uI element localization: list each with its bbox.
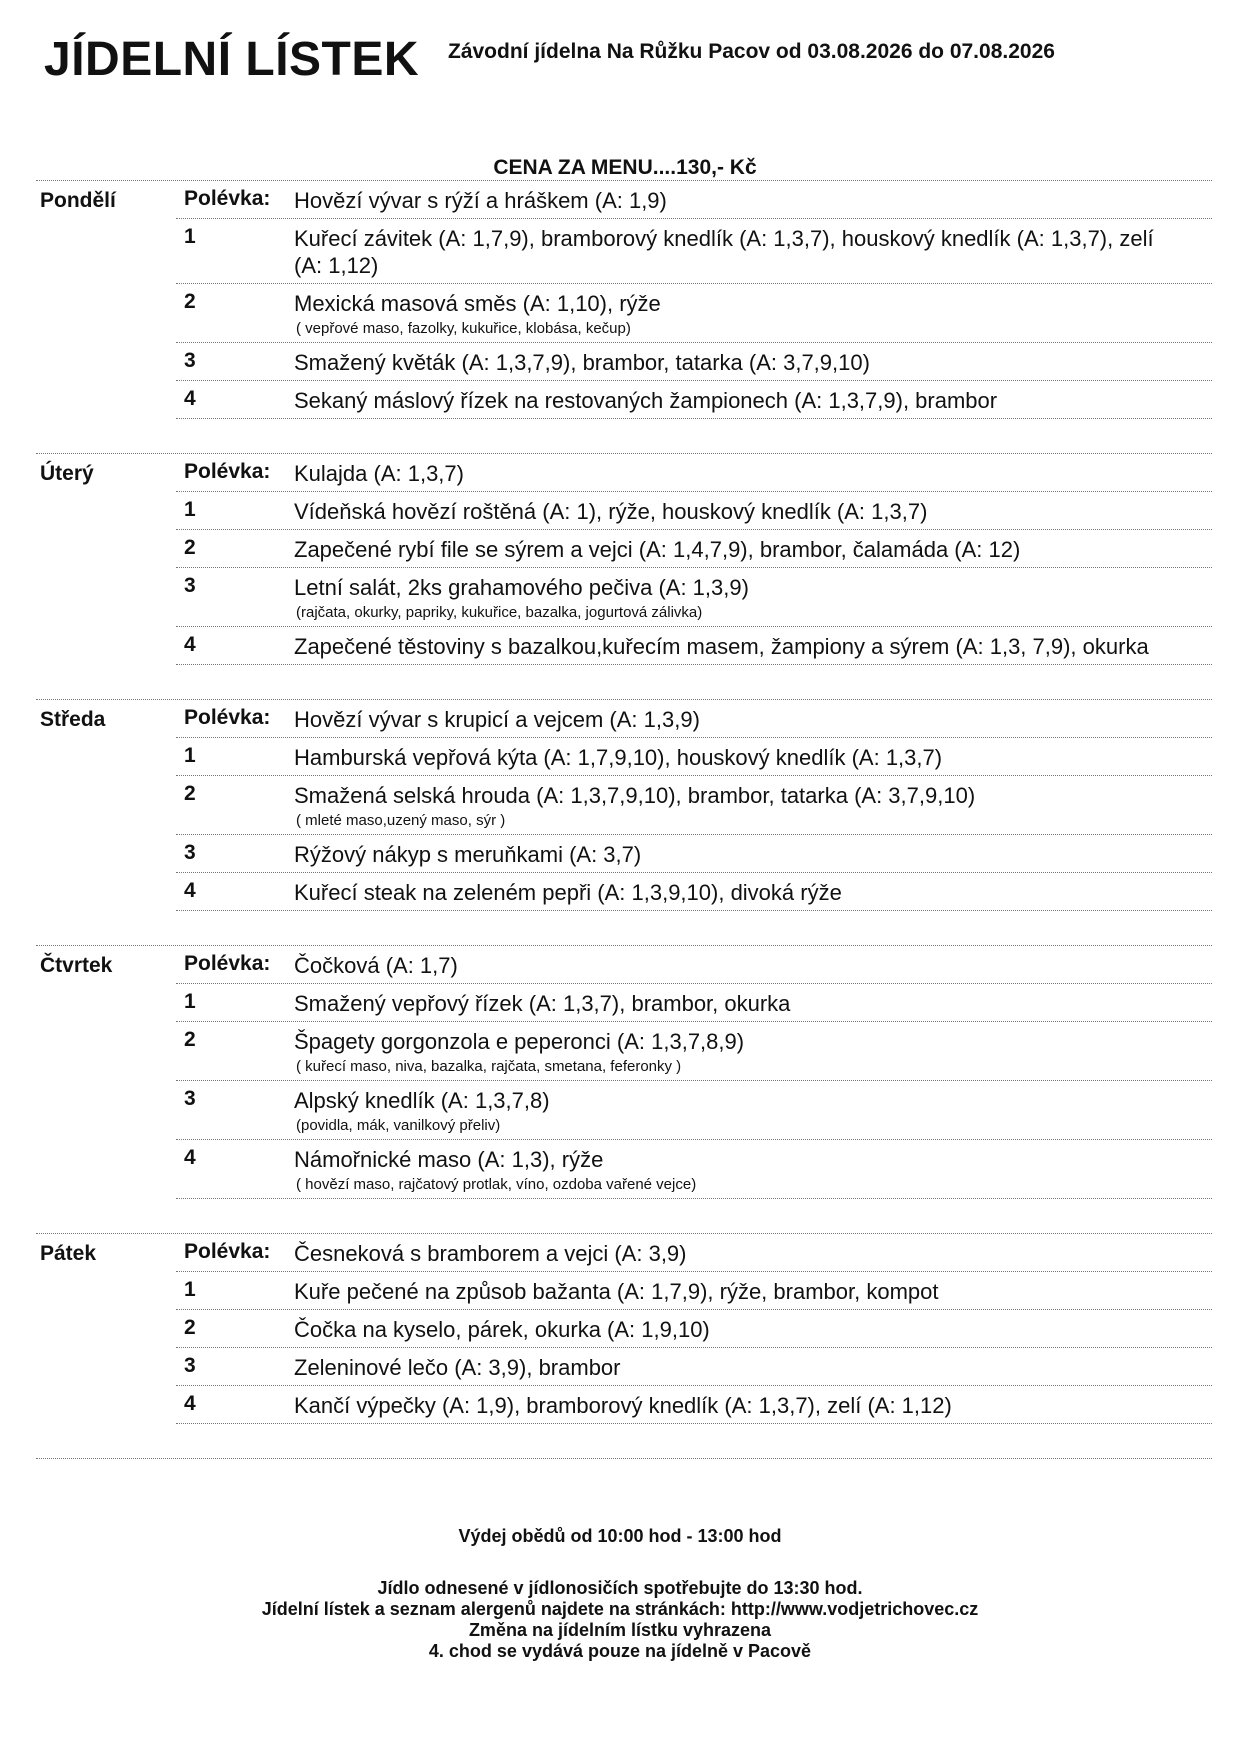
menu-item-content [294,706,1212,733]
dish-text: Sekaný máslový řízek na restovaných žampionech (A: 1,3,7,9), brambor [294,388,998,413]
menu-item-row [176,1348,1212,1386]
menu-item-label: 1 [184,990,196,1013]
menu-item-content [294,744,1212,771]
day-section [36,1234,1212,1424]
day-section [36,454,1212,665]
dish-text: Česneková s bramborem a vejci (A: 3,9) [294,1241,687,1266]
menu-item-content [294,990,1212,1017]
menu-item-label: 2 [184,782,196,805]
menu-item-row [176,1081,1212,1140]
page-title: JÍDELNÍ LÍSTEK [44,33,420,86]
day-section [36,181,1212,419]
menu-item-label: 2 [184,290,196,313]
dish-text: Námořnické maso (A: 1,3), rýže [294,1147,604,1172]
menu-item-content [294,574,1212,622]
dish-text: Kuřecí závitek (A: 1,7,9), bramborový knedlík (A: 1,3,7), houskový knedlík (A: 1,3,7), zelí (A: 1,12) [294,226,1154,278]
dish-text: Zapečené těstoviny s bazalkou,kuřecím masem, žampiony a sýrem (A: 1,3, 7,9), okurka [294,634,1149,659]
menu-item-label: 3 [184,841,196,864]
menu-item-label: 3 [184,1354,196,1377]
footer-line: 4. chod se vydává pouze na jídelně v Pacově [428,1641,812,1661]
menu-item-content [294,841,1212,868]
dish-text: Kuře pečené na způsob bažanta (A: 1,7,9), rýže, brambor, kompot [294,1279,939,1304]
dish-text: Smažený vepřový řízek (A: 1,3,7), brambor, okurka [294,991,791,1016]
menu-item-row [176,1386,1212,1424]
menu-item-content [294,1354,1212,1381]
dish-text: Kulajda (A: 1,3,7) [294,461,464,486]
menu-item-row [176,835,1212,873]
menu-item-content [294,1028,1212,1076]
dish-text: Kančí výpečky (A: 1,9), bramborový knedlík (A: 1,3,7), zelí (A: 1,12) [294,1393,952,1418]
menu-item-label: 2 [184,536,196,559]
menu-days [36,181,1212,1459]
menu-item-row [176,946,1212,984]
menu-item-label: Polévka: [184,460,271,483]
menu-item-content [294,952,1212,979]
menu-item-label: 3 [184,1087,196,1110]
menu-items [176,946,1212,1199]
menu-item-label: 4 [184,633,196,656]
menu-item-label: 1 [184,498,196,521]
menu-item-row [176,568,1212,627]
menu-item-label: Polévka: [184,952,271,975]
dish-text: Smažený květák (A: 1,3,7,9), brambor, tatarka (A: 3,7,9,10) [294,350,870,375]
menu-item-row [176,1272,1212,1310]
menu-item-content [294,1316,1212,1343]
dish-text: Alpský knedlík (A: 1,3,7,8) [294,1088,550,1113]
dish-text: Čočka na kyselo, párek, okurka (A: 1,9,10) [294,1317,710,1342]
dish-note: ( kuřecí maso, niva, bazalka, rajčata, smetana, feferonky ) [296,1058,682,1075]
menu-items [176,1234,1212,1424]
menu-item-label: 3 [184,574,196,597]
menu-item-label: 4 [184,879,196,902]
dish-text: Vídeňská hovězí roštěná (A: 1), rýže, houskový knedlík (A: 1,3,7) [294,499,928,524]
menu-item-label: Polévka: [184,187,271,210]
menu-item-row [176,984,1212,1022]
menu-item-content [294,498,1212,525]
menu-item-label: 4 [184,1146,196,1169]
menu-item-label: 1 [184,1278,196,1301]
menu-item-row [176,381,1212,419]
menu-item-row [176,873,1212,911]
dish-note: ( vepřové maso, fazolky, kukuřice, klobása, kečup) [296,320,631,337]
menu-item-content [294,387,1212,414]
dish-text: Špagety gorgonzola e peperonci (A: 1,3,7,8,9) [294,1029,745,1054]
menu-item-content [294,1087,1212,1135]
dish-text: Mexická masová směs (A: 1,10), rýže [294,291,661,316]
menu-item-label: 1 [184,225,196,248]
menu-item-label: 2 [184,1316,196,1339]
menu-item-row [176,454,1212,492]
menu-item-row [176,219,1212,284]
menu-item-row [176,1234,1212,1272]
menu-item-row [176,1140,1212,1199]
menu-item-label: 4 [184,1392,196,1415]
menu-item-row [176,284,1212,343]
menu-item-row [176,738,1212,776]
menu-item-row [176,776,1212,835]
dish-text: Rýžový nákyp s meruňkami (A: 3,7) [294,842,642,867]
dish-text: Zapečené rybí file se sýrem a vejci (A: 1,4,7,9), brambor, čalamáda (A: 12) [294,537,1021,562]
menu-item-label: 2 [184,1028,196,1051]
menu-item-row [176,1310,1212,1348]
menu-item-content [294,1392,1212,1419]
menu-item-row [176,627,1212,665]
menu-item-row [176,1022,1212,1081]
dish-text: Zeleninové lečo (A: 3,9), brambor [294,1355,621,1380]
menu-item-content [294,1278,1212,1305]
menu-items [176,700,1212,911]
menu-item-row [176,492,1212,530]
serving-hours: Výdej obědů od 10:00 hod - 13:00 hod [458,1526,782,1546]
footer-notes [0,1578,1240,1662]
divider [36,1458,1212,1459]
day-section [36,946,1212,1199]
dish-note: ( mleté maso,uzený maso, sýr ) [296,812,506,829]
dish-text: Hamburská vepřová kýta (A: 1,7,9,10), houskový knedlík (A: 1,3,7) [294,745,943,770]
menu-item-row [176,343,1212,381]
dish-note: (rajčata, okurky, papriky, kukuřice, bazalka, jogurtová zálivka) [296,604,703,621]
menu-item-row [176,530,1212,568]
dish-note: (povidla, mák, vanilkový přeliv) [296,1117,501,1134]
menu-items [176,181,1212,419]
dish-text: Hovězí vývar s krupicí a vejcem (A: 1,3,9) [294,707,700,732]
menu-item-content [294,879,1212,906]
menu-item-content [294,290,1212,338]
menu-item-label: 4 [184,387,196,410]
page-subtitle: Závodní jídelna Na Růžku Pacov od 03.08.2026 do 07.08.2026 [448,40,1055,63]
menu-item-label: Polévka: [184,706,271,729]
day-name: Úterý [40,462,94,485]
menu-price: CENA ZA MENU....130,- Kč [493,156,757,179]
menu-item-label: 1 [184,744,196,767]
menu-item-content [294,782,1212,830]
footer-line: Změna na jídelním lístku vyhrazena [468,1620,772,1640]
menu-item-content [294,1240,1212,1267]
menu-item-content [294,460,1212,487]
menu-item-row [176,181,1212,219]
menu-item-content [294,536,1212,563]
day-name: Středa [40,708,106,731]
dish-text: Letní salát, 2ks grahamového pečiva (A: 1,3,9) [294,575,749,600]
day-section [36,700,1212,911]
menu-item-content [294,349,1212,376]
menu-item-content [294,633,1212,660]
menu-item-label: 3 [184,349,196,372]
footer-line: Jídlo odnesené v jídlonosičích spotřebujte do 13:30 hod. [377,1578,863,1598]
day-name: Čtvrtek [40,954,113,977]
dish-note: ( hovězí maso, rajčatový protlak, víno, ozdoba vařené vejce) [296,1176,697,1193]
menu-item-row [176,700,1212,738]
dish-text: Hovězí vývar s rýží a hráškem (A: 1,9) [294,188,667,213]
menu-item-content [294,187,1212,214]
footer-line: Jídelní lístek a seznam alergenů najdete na stránkách: http://www.vodjetrichovec.cz [261,1599,979,1619]
dish-text: Čočková (A: 1,7) [294,953,458,978]
menu-item-content [294,225,1212,279]
menu-items [176,454,1212,665]
menu-item-content [294,1146,1212,1194]
dish-text: Kuřecí steak na zeleném pepři (A: 1,3,9,10), divoká rýže [294,880,842,905]
dish-text: Smažená selská hrouda (A: 1,3,7,9,10), brambor, tatarka (A: 3,7,9,10) [294,783,976,808]
day-name: Pátek [40,1242,97,1265]
day-name: Pondělí [40,189,116,212]
menu-item-label: Polévka: [184,1240,271,1263]
